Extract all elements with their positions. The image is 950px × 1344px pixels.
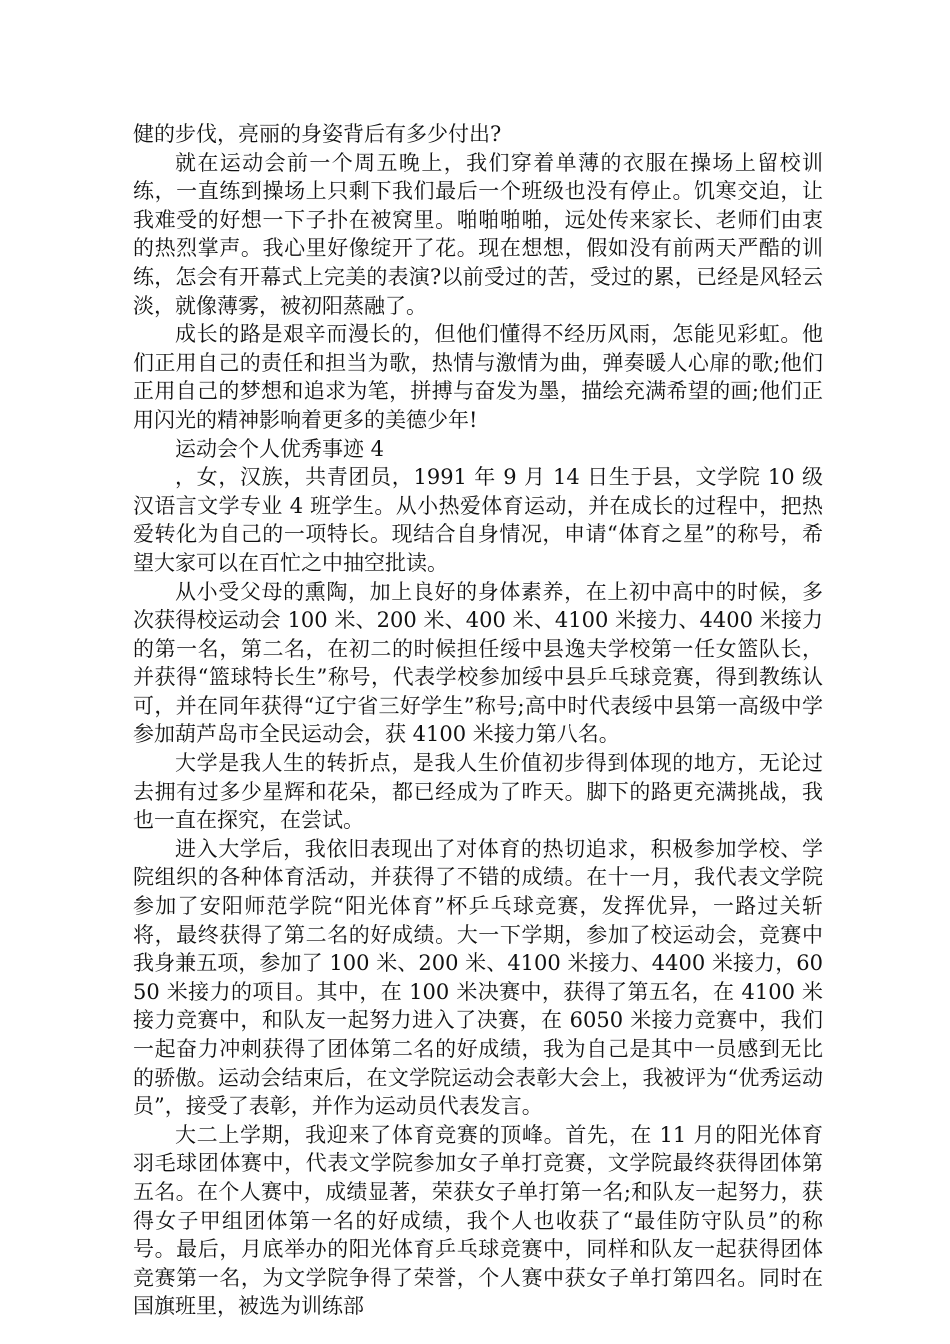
paragraph-training-story: 就在运动会前一个周五晚上，我们穿着单薄的衣服在操场上留校训练，一直练到操场上只剩下我们最后一个班级也没有停止。饥寒交迫，让我难受的好想一下子扑在被窝里。啪啪啪啪，远处传来家长、老师们由衷的热烈掌声。我心里好像绽开了花。现在想想，假如没有前两天严酷的训练，怎会有开幕式上完美的表演?以前受过的苦，受过的累，已经是风轻云淡，就像薄雾，被初阳蒸融了。 <box>133 150 823 318</box>
paragraph-university-turning-point: 大学是我人生的转折点，是我人生价值初步得到体现的地方，无论过去拥有过多少星辉和花朵，都已经成为了昨天。脚下的路更充满挑战，我也一直在探究，在尝试。 <box>133 751 823 833</box>
paragraph-growth-reflection: 成长的路是艰辛而漫长的，但他们懂得不经历风雨，怎能见彩虹。他们正用自己的责任和担当为歌，热情与激情为曲，弹奏暖人心扉的歌;他们正用自己的梦想和追求为笔，拼搏与奋发为墨，描绘充满希望的画;他们正用闪光的精神影响着更多的美德少年! <box>133 322 823 432</box>
section-heading: 运动会个人优秀事迹 4 <box>175 436 385 461</box>
paragraph-sophomore-achievements: 大二上学期，我迎来了体育竞赛的顶峰。首先，在 11 月的阳光体育羽毛球团体赛中，代表文学院参加女子单打竞赛，文学院最终获得团体第五名。在个人赛中，成绩显著，荣获女子单打第一名;和队友一起努力，获得女子甲组团体第一名的好成绩，我个人也收获了“最佳防守队员”的称号。最后，月底举办的阳光体育乒乓球竞赛中，同样和队友一起获得团体竞赛第一名，为文学院争得了荣誉，个人赛中获女子单打第四名。同时在国旗班里，被选为训练部 <box>133 1122 823 1319</box>
document-page <box>133 120 823 1321</box>
paragraph-university-achievements: 进入大学后，我依旧表现出了对体育的热切追求，积极参加学校、学院组织的各种体育活动，并获得了不错的成绩。在十一月，我代表文学院参加了安阳师范学院“阳光体育”杯乒乓球竞赛，发挥优异，一路过关斩将，最终获得了第二名的好成绩。大一下学期，参加了校运动会，竞赛中我身兼五项，参加了 100 米、200 米、4100 米接力、4400 米接力，6050 米接力的项目。其中，在 100 米决赛中，获得了第五名，在 4100 米接力竞赛中，和队友一起努力进入了决赛，在 6050 米接力竞赛中，我们一起奋力冲刺获得了团体第二名的好成绩，我为自己是其中一员感到无比的骄傲。运动会结束后，在文学院运动会表彰大会上，我被评为“优秀运动员”，接受了表彰，并作为运动员代表发言。 <box>133 836 823 1119</box>
paragraph-continuation: 健的步伐，亮丽的身姿背后有多少付出? <box>133 122 502 146</box>
paragraph-personal-intro: ，女，汉族，共青团员，1991 年 9 月 14 日生于县，文学院 10 级汉语言文学专业 4 班学生。从小热爱体育运动，并在成长的过程中，把热爱转化为自己的一项特长。现结合自身情况，申请“体育之星”的称号，希望大家可以在百忙之中抽空批读。 <box>133 465 823 575</box>
paragraph-school-achievements: 从小受父母的熏陶，加上良好的身体素养，在上初中高中的时候，多次获得校运动会 100 米、200 米、400 米、4100 米接力、4400 米接力的第一名，第二名，在初二的时候担任绥中县逸夫学校第一任女篮队长，并获得“篮球特长生”称号，代表学校参加绥中县乒乓球竞赛，得到教练认可，并在同年获得“辽宁省三好学生”称号;高中时代表绥中县第一高级中学参加葫芦岛市全民运动会，获 4100 米接力第八名。 <box>133 579 823 747</box>
